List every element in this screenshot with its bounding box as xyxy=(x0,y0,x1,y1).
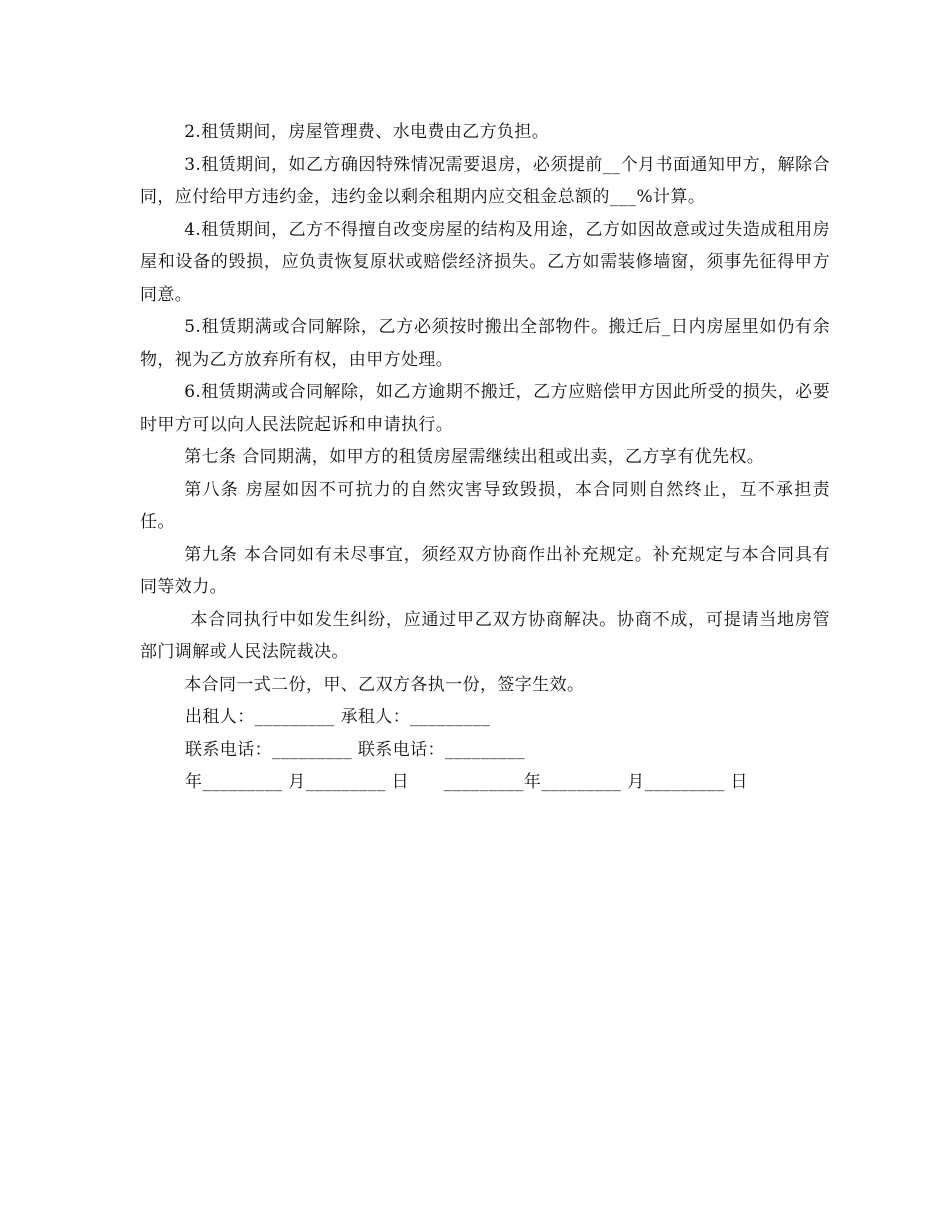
dispute-clause: 本合同执行中如发生纠纷，应通过甲乙双方协商解决。协商不成，可提请当地房管部门调解或人民法院裁决。 xyxy=(140,609,830,662)
contract-body xyxy=(140,116,830,799)
article-7: 第七条 合同期满，如甲方的租赁房屋需继续出租或出卖，乙方享有优先权。 xyxy=(184,447,765,467)
signature-dates-line: 年_________ 月_________ 日 _________年_________ 月_________ 日 xyxy=(185,772,748,792)
clause-2: 2.租赁期间，房屋管理费、水电费由乙方负担。 xyxy=(184,122,550,142)
clause-5: 5.租赁期满或合同解除，乙方必须按时搬出全部物件。搬迁后_日内房屋里如仍有余物，视为乙方放弃所有权，由甲方处理。 xyxy=(140,317,830,370)
copies-clause: 本合同一式二份，甲、乙双方各执一份，签字生效。 xyxy=(184,674,585,695)
clause-6: 6.租赁期满或合同解除，如乙方逾期不搬迁，乙方应赔偿甲方因此所受的损失，必要时甲方可以向人民法院起诉和申请执行。 xyxy=(140,382,830,435)
signature-parties-line: 出租人：_________ 承租人：_________ xyxy=(185,707,491,727)
signature-phones-line: 联系电话：_________ 联系电话：_________ xyxy=(185,739,526,760)
article-8: 第八条 房屋如因不可抗力的自然灾害导致毁损，本合同则自然终止，互不承担责任。 xyxy=(140,479,830,532)
clause-4: 4.租赁期间，乙方不得擅自改变房屋的结构及用途，乙方如因故意或过失造成租用房屋和设备的毁损，应负责恢复原状或赔偿经济损失。乙方如需装修墙窗，须事先征得甲方同意。 xyxy=(140,219,830,305)
clause-3: 3.租赁期间，如乙方确因特殊情况需要退房，必须提前__个月书面通知甲方，解除合同，应付给甲方违约金，违约金以剩余租期内应交租金总额的___%计算。 xyxy=(140,154,830,207)
article-9: 第九条 本合同如有未尽事宜，须经双方协商作出补充规定。补充规定与本合同具有同等效力。 xyxy=(140,544,830,597)
